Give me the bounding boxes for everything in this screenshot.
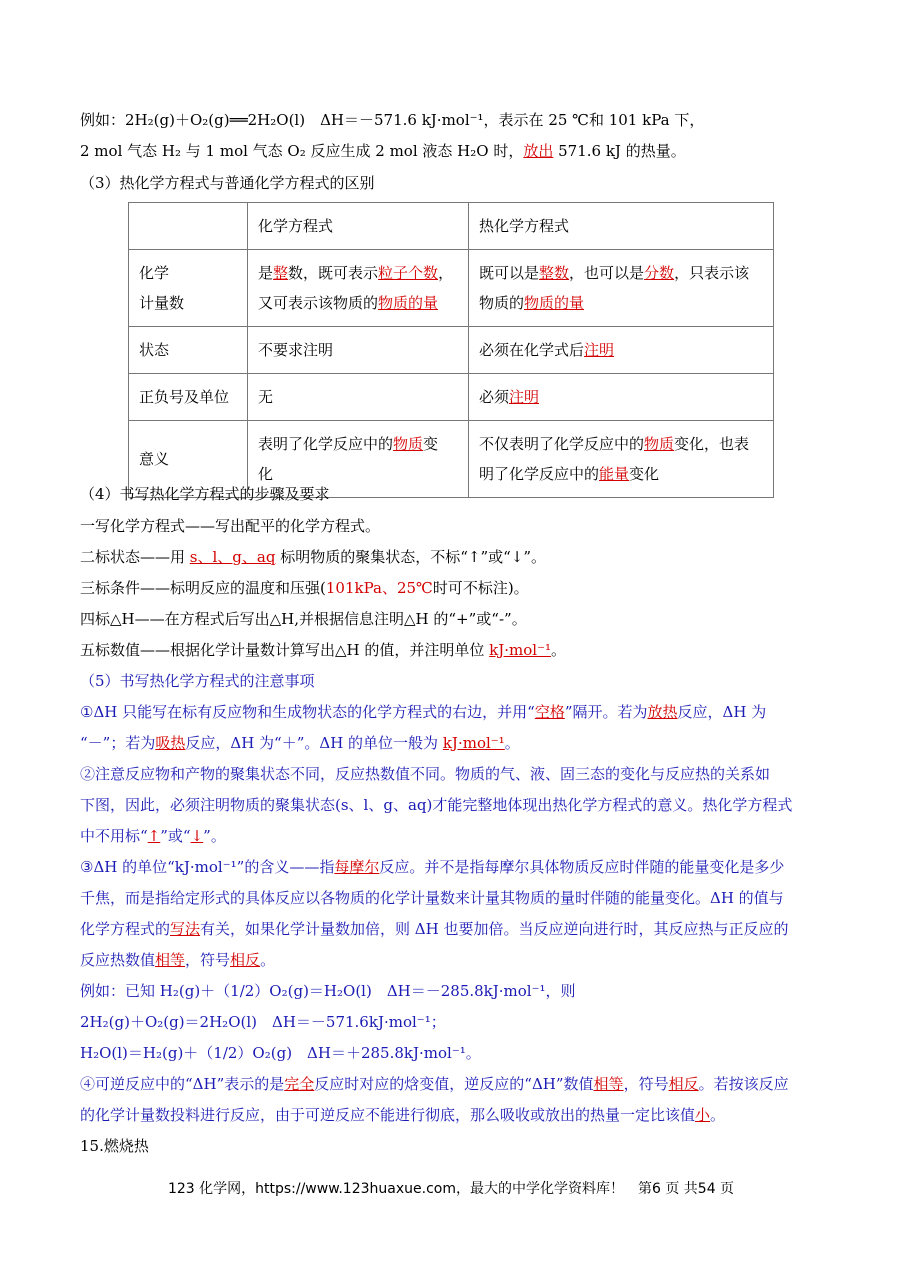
text: 必须 [479,388,510,406]
text: 三标条件——标明反应的温度和压强( [80,579,326,597]
step-5 [80,639,566,661]
example-prefix: 例如： [80,111,126,129]
row-label-sign-unit: 正负号及单位 [129,374,248,421]
note-3-line-1 [80,856,784,878]
text: 表明了化学反应中的 [258,435,394,453]
text: 明了化学反应中的 [479,465,600,483]
text: 反应热数值 [80,951,156,969]
note-1-line-2 [80,732,520,754]
note-1-line-1 [80,701,766,723]
text: ，只表示该 [674,264,750,282]
cell-coefficient-thermo [469,250,774,327]
text: 反应，ΔH 为 [677,703,767,721]
highlight: 注明 [509,388,540,406]
header-chemical-equation: 化学方程式 [248,203,469,250]
highlight: 能量 [599,465,630,483]
text: 物质的 [479,294,525,312]
text: ③ΔH 的单位“kJ·mol⁻¹”的含义——指 [80,858,335,876]
text: 反应。并不是指每摩尔具体物质反应时伴随的能量变化是多少 [379,858,785,876]
highlight: s、l、g、aq [189,548,276,566]
text: 化学方程式的 [80,920,171,938]
text: 化 [258,465,274,483]
text: ”。 [203,827,226,845]
highlight: 物质 [644,435,675,453]
highlight: 小 [695,1106,711,1124]
table-header-row [129,203,774,250]
highlight-released: 放出 [523,142,554,160]
text: 必须在化学式后 [479,341,585,359]
step-2 [80,546,546,568]
highlight: 相等 [593,1075,624,1093]
text: 。 [710,1106,726,1124]
highlight: 相反 [668,1075,699,1093]
highlight: kJ·mol⁻¹ [442,734,505,752]
note-3-line-4 [80,949,275,971]
example-1-line-2 [80,140,686,162]
highlight: 101kPa、25℃ [325,579,433,597]
highlight: 每摩尔 [334,858,380,876]
label: 计量数 [139,294,185,312]
text: 变化 [629,465,660,483]
section-15-title: 15.燃烧热 [80,1137,149,1155]
text: ”或“ [160,827,191,845]
text: 标明物质的聚集状态，不标“↑”或“↓”。 [275,548,547,566]
highlight: 粒子个数 [378,264,439,282]
text: 。 [504,734,520,752]
text: ”隔开。若为 [564,703,648,721]
text: 。 [260,951,276,969]
highlight: 空格 [534,703,565,721]
table-row [129,250,774,327]
section-3-title: （3）热化学方程式与普通化学方程式的区别 [80,174,375,192]
cell-sign-thermo [469,374,774,421]
highlight: 注明 [584,341,615,359]
highlight: 写法 [170,920,201,938]
highlight: 放热 [647,703,678,721]
highlight: 完全 [284,1075,315,1093]
text: 反应，ΔH 为“＋”。ΔH 的单位一般为 [185,734,443,752]
step-4: 四标△H——在方程式后写出△H,并根据信息注明△H 的“+”或“-”。 [80,610,527,628]
note-2-line-3 [80,825,226,847]
text: 是 [258,264,274,282]
step-3 [80,577,529,599]
text: 五标数值——根据化学计量数计算写出△H 的值，并注明单位 [80,641,490,659]
highlight: 物质 [393,435,424,453]
note-4-line-1 [80,1073,789,1095]
row-label-state: 状态 [129,327,248,374]
text: ，符号 [185,951,231,969]
text: ，也可以是 [569,264,645,282]
example-1-line-1 [80,109,704,131]
section-5-title: （5）书写热化学方程式的注意事项 [80,672,315,690]
highlight: 整数 [539,264,570,282]
text: 反应时对应的焓变值，逆反应的“ΔH”数值 [314,1075,594,1093]
cell-sign-chemical: 无 [248,374,469,421]
step-1: 一写化学方程式——写出配平的化学方程式。 [80,517,381,535]
text: ，符号 [623,1075,669,1093]
text: 中不用标“ [80,827,148,845]
label: 化学 [139,264,170,282]
cell-coefficient-chemical [248,250,469,327]
text: ， [438,264,454,282]
text: 又可表示该物质的 [258,294,379,312]
text: 不仅表明了化学反应中的 [479,435,645,453]
note-3-line-2: 千焦，而是指给定形式的具体反应以各物质的化学计量数来计量其物质的量时伴随的能量变化。ΔH 的值与 [80,889,784,907]
table-row [129,327,774,374]
example-2-line-1: 例如：已知 H₂(g)＋（1/2）O₂(g)＝H₂O(l) ΔH＝－285.8kJ·mol⁻¹，则 [80,982,576,1000]
text: 571.6 kJ 的热量。 [553,142,686,160]
note-2-line-1: ②注意反应物和产物的聚集状态不同，反应热数值不同。物质的气、液、固三态的变化与反应热的关系如 [80,765,771,783]
text: 。 [551,641,567,659]
highlight: 相等 [155,951,186,969]
cell-state-chemical: 不要求注明 [248,327,469,374]
text: “－”；若为 [80,734,156,752]
highlight: 物质的量 [524,294,585,312]
row-label-coefficient [129,250,248,327]
text: ④可逆反应中的“ΔH”表示的是 [80,1075,285,1093]
header-thermochemical-equation: 热化学方程式 [469,203,774,250]
comparison-table [128,202,774,498]
highlight: 相反 [230,951,261,969]
highlight: 吸热 [155,734,186,752]
text: 。若按该反应 [698,1075,789,1093]
example-2-line-2: 2H₂(g)＋O₂(g)＝2H₂O(l) ΔH＝－571.6kJ·mol⁻¹； [80,1013,446,1031]
text: ①ΔH 只能写在标有反应物和生成物状态的化学方程式的右边，并用“ [80,703,535,721]
highlight: 分数 [644,264,675,282]
text: 2 mol 气态 H₂ 与 1 mol 气态 O₂ 反应生成 2 mol 液态 H₂O 时， [80,142,524,160]
text: 既可以是 [479,264,540,282]
cell-state-thermo [469,327,774,374]
highlight: ↑ [147,827,161,845]
table-corner [129,203,248,250]
row-label-meaning: 意义 [129,421,248,498]
text: 变化，也表 [674,435,750,453]
text: 二标状态——用 [80,548,190,566]
highlight: 整 [273,264,289,282]
note-2-line-2: 下图，因此，必须注明物质的聚集状态(s、l、g、aq)才能完整地体现出热化学方程式的意义。热化学方程式 [80,796,793,814]
example-equation: 2H₂(g)＋O₂(g)══2H₂O(l) ΔH＝－571.6 kJ·mol⁻¹，表示在 25 ℃和 101 kPa 下， [125,111,705,129]
page-footer: 123 化学网，https://www.123huaxue.com，最大的中学化学资料库！ 第6 页 共54 页 [167,1181,735,1197]
text: 的化学计量数投料进行反应，由于可逆反应不能进行彻底，那么吸收或放出的热量一定比该值 [80,1106,696,1124]
table-row [129,374,774,421]
highlight: ↓ [190,827,204,845]
text: 变 [423,435,439,453]
example-2-line-3: H₂O(l)＝H₂(g)＋（1/2）O₂(g) ΔH＝＋285.8kJ·mol⁻¹。 [80,1044,481,1062]
text: 数，既可表示 [288,264,379,282]
note-4-line-2 [80,1104,725,1126]
section-4-title: （4）书写热化学方程式的步骤及要求 [80,485,330,503]
note-3-line-3 [80,918,789,940]
highlight: 物质的量 [378,294,439,312]
cell-meaning-thermo [469,421,774,498]
text: 时可不标注)。 [432,579,529,597]
text: 有关，如果化学计量数加倍，则 ΔH 也要加倍。当反应逆向进行时，其反应热与正反应的 [200,920,789,938]
highlight: kJ·mol⁻¹ [489,641,552,659]
